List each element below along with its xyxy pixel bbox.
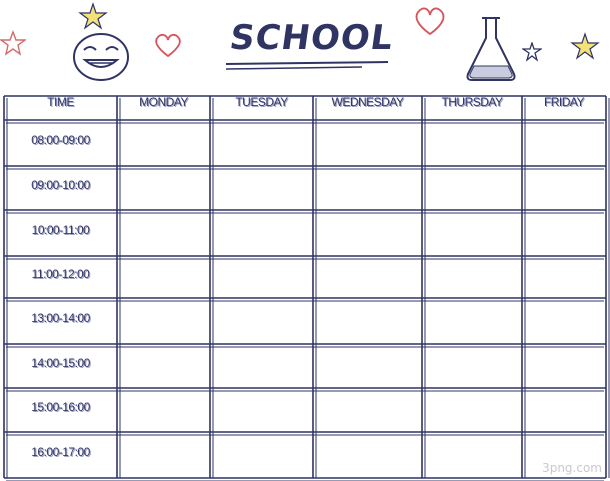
timetable-cell <box>214 260 311 296</box>
timetable-cell <box>317 302 420 342</box>
time-slot-7: 16:00-17:00 <box>31 445 90 459</box>
time-slot-3: 11:00-12:00 <box>31 267 90 281</box>
timetable-cell <box>317 124 420 164</box>
header-3: WEDNESDAY <box>331 95 404 109</box>
page-title: SCHOOL <box>227 18 397 58</box>
timetable-cell <box>426 392 520 430</box>
watermark: 3png.com <box>542 461 602 475</box>
header-1: MONDAY <box>139 95 188 109</box>
timetable-cell <box>526 124 604 164</box>
timetable-cell <box>121 302 208 342</box>
timetable-cell <box>214 348 311 386</box>
timetable-cell <box>526 392 604 430</box>
timetable-cell <box>317 260 420 296</box>
timetable-cell <box>214 124 311 164</box>
time-slot-5: 14:00-15:00 <box>31 356 90 370</box>
timetable-cell <box>214 214 311 254</box>
time-slot-1: 09:00-10:00 <box>31 178 90 192</box>
timetable-cell <box>317 214 420 254</box>
time-slot-2: 10:00-11:00 <box>31 223 90 237</box>
timetable-cell <box>214 392 311 430</box>
timetable-cell <box>317 436 420 476</box>
time-slot-6: 15:00-16:00 <box>31 400 90 414</box>
header-5: FRIDAY <box>543 95 585 109</box>
time-slot-0: 08:00-09:00 <box>31 133 90 147</box>
timetable-cell <box>526 436 604 476</box>
timetable-cell <box>526 348 604 386</box>
timetable-cell <box>426 348 520 386</box>
timetable-cell <box>121 260 208 296</box>
header-4: THURSDAY <box>441 95 503 109</box>
timetable-cell <box>214 436 311 476</box>
timetable-cell <box>121 124 208 164</box>
timetable-cell <box>121 436 208 476</box>
timetable-cell <box>526 260 604 296</box>
timetable-cell <box>317 348 420 386</box>
timetable-cell <box>526 302 604 342</box>
timetable-cell <box>426 214 520 254</box>
timetable-cell <box>526 214 604 254</box>
header-0: TIME <box>47 95 74 109</box>
timetable-cell <box>121 170 208 208</box>
timetable-cell <box>426 260 520 296</box>
timetable-cell <box>214 302 311 342</box>
timetable-cell <box>426 170 520 208</box>
timetable-cell <box>426 302 520 342</box>
timetable-cell <box>426 124 520 164</box>
timetable-cell <box>121 392 208 430</box>
timetable-cell <box>121 214 208 254</box>
timetable-cell <box>214 170 311 208</box>
header-2: TUESDAY <box>235 95 288 109</box>
timetable-cell <box>317 392 420 430</box>
timetable-cell <box>121 348 208 386</box>
timetable-cell <box>317 170 420 208</box>
timetable-cell <box>526 170 604 208</box>
timetable-cell <box>426 436 520 476</box>
time-slot-4: 13:00-14:00 <box>31 311 90 325</box>
